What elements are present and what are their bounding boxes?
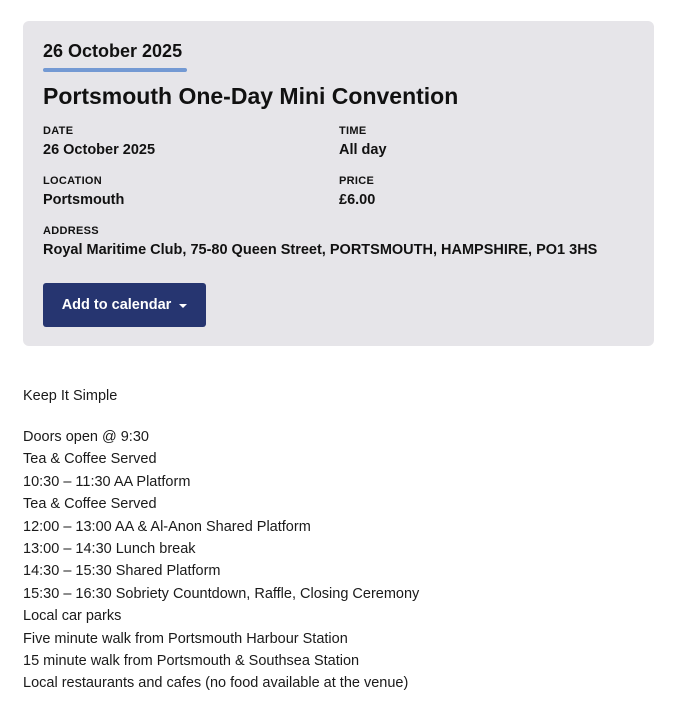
price-label: PRICE (339, 175, 375, 187)
list-item: 10:30 – 11:30 AA Platform (23, 473, 191, 490)
add-to-calendar-button[interactable] (43, 283, 206, 327)
date-value: 26 October 2025 (43, 142, 156, 158)
location-value: Portsmouth (43, 192, 125, 208)
date-underline-accent (43, 68, 187, 72)
date-label: DATE (43, 125, 74, 137)
add-to-calendar-label: Add to calendar (61, 297, 172, 313)
list-item: 13:00 – 14:30 Lunch break (23, 540, 196, 557)
list-item: 12:00 – 13:00 AA & Al-Anon Shared Platform (23, 518, 311, 535)
event-date-heading: 26 October 2025 (43, 41, 183, 61)
list-item: Five minute walk from Portsmouth Harbour Station (23, 630, 348, 647)
event-card (23, 21, 654, 346)
list-item: 15 minute walk from Portsmouth & Southsea Station (23, 652, 360, 669)
list-item: 14:30 – 15:30 Shared Platform (23, 563, 221, 580)
list-item: 15:30 – 16:30 Sobriety Countdown, Raffle, Closing Ceremony (23, 585, 420, 602)
address-value: Royal Maritime Club, 75-80 Queen Street, PORTSMOUTH, HAMPSHIRE, PO1 3HS (43, 242, 598, 258)
time-label: TIME (339, 125, 367, 137)
list-item: Doors open @ 9:30 (23, 429, 149, 445)
list-item: Tea & Coffee Served (23, 496, 157, 513)
list-item: Local car parks (23, 608, 122, 625)
description-intro: Keep It Simple (23, 388, 118, 404)
address-label: ADDRESS (43, 225, 99, 237)
price-value: £6.00 (339, 192, 376, 208)
caret-down-icon (179, 304, 187, 308)
schedule-list (23, 426, 419, 695)
time-value: All day (339, 142, 387, 158)
location-label: LOCATION (43, 175, 103, 187)
event-title: Portsmouth One-Day Mini Convention (43, 83, 459, 109)
list-item: Local restaurants and cafes (no food available at the venue) (23, 675, 409, 692)
list-item: Tea & Coffee Served (23, 451, 157, 468)
